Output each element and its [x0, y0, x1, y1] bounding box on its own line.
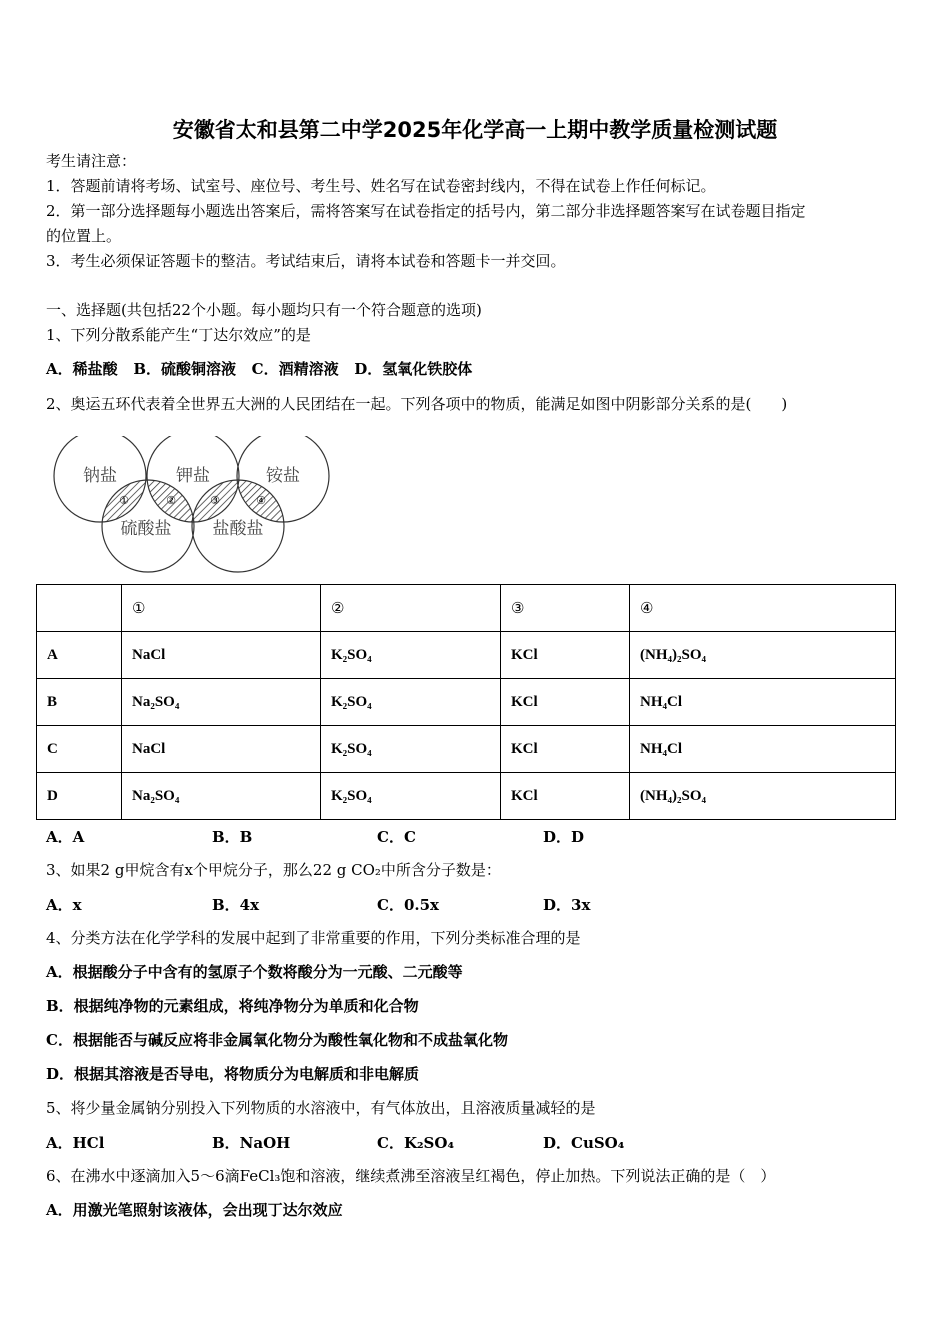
table-cell: K₂SO₄	[321, 632, 501, 679]
table-row	[37, 679, 896, 726]
table-cell: ②	[321, 585, 501, 632]
table-cell: D	[37, 773, 122, 820]
option-c: C．K₂SO₄	[377, 1134, 455, 1152]
question-5-stem: 5、将少量金属钠分别投入下列物质的水溶液中，有气体放出，且溶液质量减轻的是	[46, 1099, 596, 1117]
table-cell: NaCl	[122, 726, 321, 773]
table-cell: A	[37, 632, 122, 679]
table-cell: KCl	[501, 632, 630, 679]
option-a: A．HCl	[46, 1134, 105, 1152]
option-d: D．CuSO₄	[543, 1134, 625, 1152]
question-1-options	[46, 359, 472, 379]
table-row	[37, 632, 896, 679]
notice-item: 3．考生必须保证答题卡的整洁。考试结束后，请将本试卷和答题卡一并交回。	[46, 252, 566, 270]
table-cell: B	[37, 679, 122, 726]
question-4-stem: 4、分类方法在化学学科的发展中起到了非常重要的作用，下列分类标准合理的是	[46, 929, 581, 947]
table-cell: K₂SO₄	[321, 679, 501, 726]
table-cell: (NH₄)₂SO₄	[630, 773, 896, 820]
region-label: ③	[210, 494, 220, 507]
question-1-stem: 1、下列分散系能产生“丁达尔效应”的是	[46, 326, 311, 344]
question-6-stem: 6、在沸水中逐滴加入5～6滴FeCl₃饱和溶液，继续煮沸至溶液呈红褐色，停止加热。下列说法正确的是（ ）	[46, 1167, 776, 1185]
table-row	[37, 726, 896, 773]
table-cell: NaCl	[122, 632, 321, 679]
table-cell: Na₂SO₄	[122, 679, 321, 726]
notice-item: 1．答题前请将考场、试室号、座位号、考生号、姓名写在试卷密封线内，不得在试卷上作任何标记。	[46, 177, 716, 195]
table-cell	[37, 585, 122, 632]
option-a: A．用激光笔照射该液体，会出现丁达尔效应	[46, 1201, 343, 1219]
notice-item: 2．第一部分选择题每小题选出答案后，需将答案写在试卷指定的括号内，第二部分非选择题答案写在试卷题目指定	[46, 202, 806, 220]
option-b: B．B	[212, 828, 253, 846]
circle-label: 铵盐	[266, 466, 300, 486]
region-label: ④	[256, 494, 266, 507]
table-cell: K₂SO₄	[321, 726, 501, 773]
table-header-row	[37, 585, 896, 632]
table-cell: KCl	[501, 679, 630, 726]
notice-heading: 考生请注意：	[46, 152, 137, 170]
option-a: A．根据酸分子中含有的氢原子个数将酸分为一元酸、二元酸等	[46, 963, 463, 981]
option-c: C．C	[377, 828, 416, 846]
question-3-stem: 3、如果2 g甲烷含有x个甲烷分子，那么22 g CO₂中所含分子数是：	[46, 861, 501, 879]
region-label: ②	[166, 494, 176, 507]
option-c: C．根据能否与碱反应将非金属氧化物分为酸性氧化物和不成盐氧化物	[46, 1031, 508, 1049]
table-cell: KCl	[501, 773, 630, 820]
table-cell: NH₄Cl	[630, 726, 896, 773]
option-b: B．根据纯净物的元素组成，将纯净物分为单质和化合物	[46, 997, 419, 1015]
option-a: A．x	[46, 896, 82, 914]
option-a: A．稀盐酸	[46, 360, 118, 378]
option-b: B．4x	[212, 896, 260, 914]
table-cell: (NH₄)₂SO₄	[630, 632, 896, 679]
table-cell: C	[37, 726, 122, 773]
option-d: D．氢氧化铁胶体	[354, 360, 473, 378]
table-cell: Na₂SO₄	[122, 773, 321, 820]
option-b: B．硫酸铜溶液	[133, 360, 236, 378]
option-d: D．根据其溶液是否导电，将物质分为电解质和非电解质	[46, 1065, 420, 1083]
answer-table	[36, 584, 896, 820]
table-cell: ①	[122, 585, 321, 632]
option-a: A．A	[46, 828, 85, 846]
option-c: C．酒精溶液	[251, 360, 339, 378]
table-cell: NH₄Cl	[630, 679, 896, 726]
table-cell: KCl	[501, 726, 630, 773]
option-d: D．D	[543, 828, 585, 846]
table-cell: ④	[630, 585, 896, 632]
circle-label: 盐酸盐	[212, 519, 264, 539]
circle-label: 硫酸盐	[120, 519, 172, 539]
option-c: C．0.5x	[377, 896, 439, 914]
option-d: D．3x	[543, 896, 591, 914]
table-cell: K₂SO₄	[321, 773, 501, 820]
question-2-stem: 2、奥运五环代表着全世界五大洲的人民团结在一起。下列各项中的物质，能满足如图中阴影部分关系的是( )	[46, 395, 788, 413]
table-row	[37, 773, 896, 820]
table-cell: ③	[501, 585, 630, 632]
circle-label: 钠盐	[83, 466, 117, 486]
region-label: ①	[119, 494, 129, 507]
olympic-rings-diagram	[50, 436, 340, 576]
page-title: 安徽省太和县第二中学2025年化学高一上期中教学质量检测试题	[172, 118, 778, 142]
option-b: B．NaOH	[212, 1134, 291, 1152]
section-heading: 一、选择题(共包括22个小题。每小题均只有一个符合题意的选项)	[46, 301, 482, 319]
circle-label: 钾盐	[176, 466, 210, 486]
notice-item: 的位置上。	[46, 227, 122, 245]
